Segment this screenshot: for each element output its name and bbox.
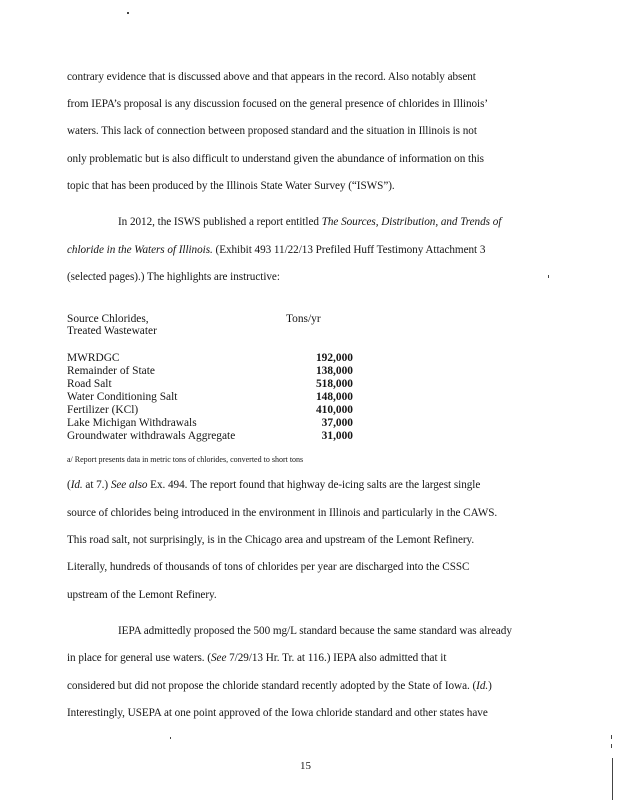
body-text-line: contrary evidence that is discussed above and that appears in the record. Also notably absent: [67, 71, 476, 83]
body-text-line: from IEPA’s proposal is any discussion focused on the general presence of chlorides in Illinois’: [67, 98, 489, 110]
table-row-source: Lake Michigan Withdrawals: [67, 417, 197, 429]
table-row-tons: 410,000: [315, 404, 353, 416]
scan-speck: [127, 12, 129, 14]
table-row-tons: 31,000: [321, 430, 353, 442]
citation-see: See: [210, 652, 227, 664]
table-header-tons: Tons/yr: [286, 313, 321, 325]
body-text-line: Interestingly, USEPA at one point approved of the Iowa chloride standard and other states have: [67, 707, 488, 719]
table-row-tons: 148,000: [315, 391, 353, 403]
report-title-cont: chloride in the Waters of Illinois.: [67, 244, 213, 256]
table-row-tons: 37,000: [321, 417, 353, 429]
body-text-line: (selected pages).) The highlights are instructive:: [67, 271, 280, 283]
citation-see-also: See also: [110, 479, 148, 491]
scan-edge: [612, 758, 613, 800]
text-run: In 2012, the ISWS published a report entitled: [118, 216, 322, 228]
text-run: at 7.): [82, 479, 111, 491]
body-text-line: [118, 216, 501, 228]
table-row-source: MWRDGC: [67, 352, 120, 364]
scan-speck: [611, 744, 612, 748]
body-text-line: upstream of the Lemont Refinery.: [67, 589, 217, 601]
citation-id: Id.: [476, 680, 489, 692]
text-run: (: [67, 479, 71, 491]
table-row-tons: 192,000: [315, 352, 353, 364]
body-text-line: source of chlorides being introduced in the environment in Illinois and particularly in the CAWS.: [67, 507, 498, 519]
table-row-source: Groundwater withdrawals Aggregate: [67, 430, 236, 442]
table-row-source: Fertilizer (KCl): [67, 404, 139, 416]
body-text-line: only problematic but is also difficult to understand given the abundance of information on this: [67, 153, 484, 165]
scan-speck: [170, 737, 171, 739]
scan-speck: [611, 735, 612, 739]
table-header-source-2: Treated Wastewater: [67, 325, 157, 337]
body-text-line: [67, 680, 492, 692]
text-run: ): [488, 680, 492, 692]
table-header-source: Source Chlorides,: [67, 313, 149, 325]
body-text-line: [67, 244, 485, 256]
table-row-source: Remainder of State: [67, 365, 155, 377]
citation-id: Id.: [70, 479, 83, 491]
body-text-line: [67, 652, 446, 664]
text-run: (Exhibit 493 11/22/13 Prefiled Huff Testimony Attachment 3: [212, 244, 486, 256]
body-text-line: IEPA admittedly proposed the 500 mg/L standard because the same standard was already: [118, 625, 512, 637]
table-footnote: a/ Report presents data in metric tons of chlorides, converted to short tons: [67, 455, 304, 464]
table-row-tons: 138,000: [315, 365, 353, 377]
text-run: considered but did not propose the chloride standard recently adopted by the State of Iowa. (: [67, 680, 477, 692]
table-row-source: Water Conditioning Salt: [67, 391, 178, 403]
body-text-line: waters. This lack of connection between proposed standard and the situation in Illinois is not: [67, 125, 477, 137]
text-run: in place for general use waters. (: [67, 652, 211, 664]
body-text-line: [67, 479, 480, 491]
scan-speck: [548, 275, 549, 278]
report-title: The Sources, Distribution, and Trends of: [321, 216, 502, 228]
body-text-line: Literally, hundreds of thousands of tons of chlorides per year are discharged into the CSSC: [67, 561, 470, 573]
body-text-line: topic that has been produced by the Illinois State Water Survey (“ISWS”).: [67, 180, 395, 192]
text-run: 7/29/13 Hr. Tr. at 116.) IEPA also admitted that it: [226, 652, 447, 664]
page-number: 15: [300, 760, 311, 772]
table-row-tons: 518,000: [315, 378, 353, 390]
text-run: Ex. 494. The report found that highway de-icing salts are the largest single: [147, 479, 481, 491]
table-row-source: Road Salt: [67, 378, 112, 390]
body-text-line: This road salt, not surprisingly, is in the Chicago area and upstream of the Lemont Refinery.: [67, 534, 475, 546]
